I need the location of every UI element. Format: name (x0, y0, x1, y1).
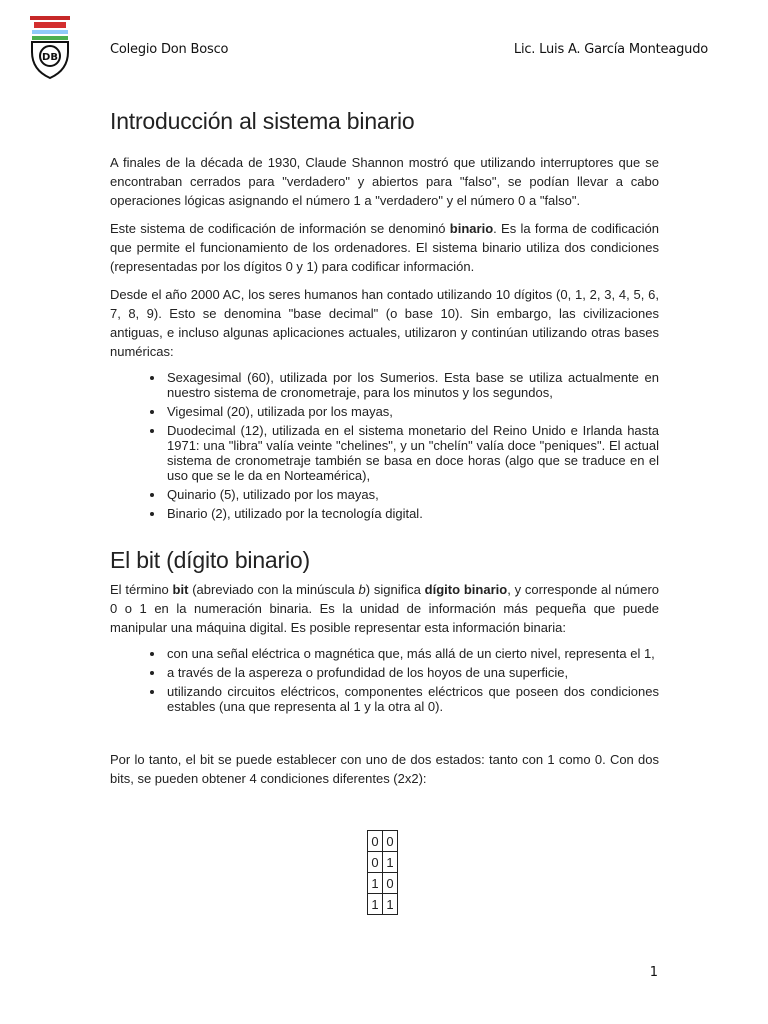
table-row (368, 831, 398, 852)
table-cell: 0 (383, 873, 398, 894)
bold-digito-binario: dígito binario (424, 582, 508, 597)
list-item: • Vigesimal (20), utilizada por los mayas, (165, 404, 659, 419)
text-span: (abreviado con la minúscula (188, 582, 359, 597)
list-item: • con una señal eléctrica o magnética que, más allá de un cierto nivel, representa el 1, (165, 646, 659, 661)
text-span: ) significa (365, 582, 425, 597)
table-cell: 0 (383, 831, 398, 852)
school-logo-icon (28, 14, 72, 80)
table-cell: 0 (368, 831, 383, 852)
table-row (368, 852, 398, 873)
table-cell: 1 (383, 894, 398, 915)
table-row (368, 894, 398, 915)
table-row (368, 873, 398, 894)
italic-b: b (358, 582, 366, 597)
school-name: Colegio Don Bosco (110, 42, 229, 57)
author-name: Lic. Luis A. García Monteagudo (513, 42, 708, 57)
page-header (0, 0, 768, 90)
list-item: • Duodecimal (12), utilizada en el sistema monetario del Reino Unido e Irlanda hasta 1971: una "libra" valía veinte "chelines", y un "chelín" valía doce "peniques". El actual sistema de cronometraje también se basa en doce horas (algo que se traduce en el uso que se le da en Norteamérica), (165, 423, 659, 483)
list-item: • a través de la aspereza o profundidad de los hoyos de una superficie, (165, 665, 659, 680)
list-item: • Sexagesimal (60), utilizada por los Sumerios. Esta base se utiliza actualmente en nuestro sistema de cronometraje, para los minutos y los segundos, (165, 370, 659, 400)
logo-text: DB (42, 52, 58, 63)
page-number: 1 (649, 965, 658, 980)
paragraph-shannon: A finales de la década de 1930, Claude Shannon mostró que utilizando interruptores que se encontraban cerrados para "verdadero" y abiertos para "falso", se podían llevar a cabo operaciones lógicas asignando el número 1 a "verdadero" y el número 0 a "falso". (110, 155, 659, 208)
representation-list (110, 646, 659, 714)
bits-table (367, 830, 398, 915)
bases-list (110, 370, 659, 521)
text-span: El término (110, 582, 173, 597)
text-span: , y corresponde al número 0 o 1 en la numeración binaria. Es la unidad de información más pequeña que puede manipular una máquina digital. Es posible representar esta información binaria: (110, 582, 659, 635)
paragraph-bases: Desde el año 2000 AC, los seres humanos han contado utilizando 10 dígitos (0, 1, 2, 3, 4, 5, 6, 7, 8, 9). Esto se denomina "base decimal" (o base 10). Sin embargo, las civilizaciones antiguas, e incluso algunas aplicaciones actuales, utilizaron y continúan utilizando otras bases numéricas: (110, 287, 659, 359)
table-cell: 0 (368, 852, 383, 873)
document-body (110, 108, 659, 915)
list-item: • utilizando circuitos eléctricos, componentes eléctricos que poseen dos condiciones estables (una que representa al 1 y la otra al 0). (165, 684, 659, 714)
text-span: Este sistema de codificación de información se denominó (110, 221, 450, 236)
table-cell: 1 (383, 852, 398, 873)
section-title-intro: Introducción al sistema binario (110, 108, 415, 134)
bold-binario: binario (449, 221, 494, 236)
paragraph-bit-definition (110, 580, 659, 637)
text-span: . Es la forma de codificación que permite el funcionamiento de los ordenadores. El sistema binario utiliza dos condiciones (representadas por los dígitos 0 y 1) para codificar información. (110, 221, 659, 274)
bold-bit: bit (172, 582, 189, 597)
table-cell: 1 (368, 873, 383, 894)
paragraph-binario (110, 219, 659, 276)
section-title-bit: El bit (dígito binario) (110, 547, 310, 573)
list-item: • Binario (2), utilizado por la tecnología digital. (165, 506, 659, 521)
paragraph-two-bits: Por lo tanto, el bit se puede establecer con uno de dos estados: tanto con 1 como 0. Con dos bits, se pueden obtener 4 condiciones diferentes (2x2): (110, 752, 659, 786)
table-cell: 1 (368, 894, 383, 915)
list-item: • Quinario (5), utilizado por los mayas, (165, 487, 659, 502)
spacer (110, 724, 659, 750)
